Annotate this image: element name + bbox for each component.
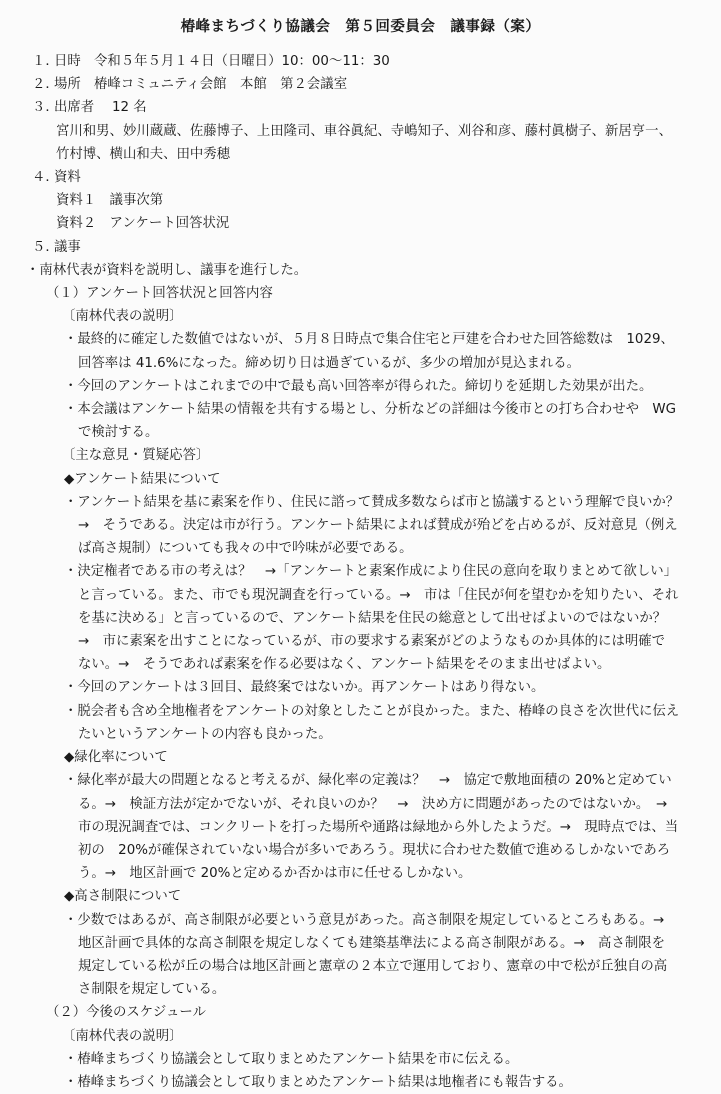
- bullet-line: ・脱会者も含め全地権者をアンケートの対象としたことが良かった。また、椿峰の良さを次世代に伝え: [64, 703, 680, 719]
- attendee-list: 宮川和男、妙川蔵蔵、佐藤博子、上田隆司、車谷眞紀、寺嶋知子、刈谷和彦、藤村眞樹子、新居亨一、: [56, 123, 672, 139]
- proceedings-intro: ・南林代表が資料を説明し、議事を進行した。: [26, 262, 308, 278]
- item-value: 椿峰コミュニティ会館 本館 第２会議室: [94, 77, 348, 93]
- bullet-line: ・決定権者である市の考えは？ →「アンケートと素案作成により住民の意向を取りまとめて欲しい」: [64, 564, 677, 580]
- item-date: [32, 50, 700, 73]
- bullet-continuation: ない。→ そうであれば素案を作る必要はなく、アンケート結果をそのまま出せばよい。: [78, 657, 611, 673]
- bullet-line: ・少数ではあるが、高さ制限が必要という意見があった。高さ制限を規定しているところもある。→: [64, 912, 665, 928]
- bullet-continuation: る。→ 検証方法が定かでないが、それ良いのか？ → 決め方に問題があったのではないか。 →: [78, 796, 668, 812]
- subsection-heading: 〔南林代表の説明〕: [62, 1028, 183, 1044]
- bullet-continuation: を基に決める」と言っているので、アンケート結果を住民の総意として出せばよいのではないか？: [78, 610, 667, 626]
- bullet-line: ・緑化率が最大の問題となると考えるが、緑化率の定義は？ → 協定で敷地面積の 20%と定めてい: [64, 773, 672, 789]
- bullet-continuation: たいというアンケートの内容も良かった。: [78, 726, 332, 742]
- document-body: [26, 50, 700, 1094]
- bullet-continuation: 回答率は 41.6%になった。締め切り日は過ぎているが、多少の増加が見込まれる。: [78, 355, 581, 371]
- document-entry: 資料２ アンケート回答状況: [56, 216, 230, 232]
- bullet-continuation: 初の 20%が確保されていない場合が多いであろう。現状に合わせた数値で進めるしかないであろ: [78, 842, 671, 858]
- item-number: ３．: [32, 100, 59, 116]
- section-heading: （２）今後のスケジュール: [46, 1005, 206, 1021]
- topic-heading: ◆緑化率について: [64, 750, 168, 766]
- bullet-continuation: ば高さ規制）についても我々の中で吟味が必要である。: [78, 541, 413, 557]
- item-label: 資料: [54, 170, 81, 186]
- bullet-line: ・椿峰まちづくり協議会として取りまとめたアンケート結果は地権者にも報告する。: [64, 1074, 572, 1090]
- item-documents: [32, 166, 700, 189]
- bullet-line: ・アンケート結果を基に素案を作り、住民に諮って賛成多数ならば市と協議するという理解で良いか？: [64, 494, 680, 510]
- bullet-line: ・最終的に確定した数値ではないが、５月８日時点で集合住宅と戸建を合わせた回答総数は 1029、: [64, 332, 674, 348]
- item-value: 12 名: [112, 100, 147, 116]
- item-label: 日時: [54, 54, 81, 69]
- bullet-continuation: で検討する。: [78, 425, 159, 441]
- item-place: [32, 73, 700, 96]
- bullet-continuation: 地区計画で具体的な高さ制限を規定しなくても建築基準法による高さ制限がある。→ 高さ制限を: [78, 935, 666, 951]
- subsection-heading: 〔南林代表の説明〕: [62, 309, 183, 325]
- bullet-line: ・今回のアンケートは３回目、最終案ではないか。再アンケートはあり得ない。: [64, 680, 545, 696]
- item-number: １．: [32, 54, 59, 69]
- bullet-line: ・今回のアンケートはこれまでの中で最も高い回答率が得られた。締切りを延期した効果が出た。: [64, 378, 653, 394]
- item-label: 議事: [54, 239, 81, 255]
- bullet-continuation: → そうである。決定は市が行う。アンケート結果によれば賛成が殆どを占めるが、反対意見（例え: [78, 518, 678, 534]
- bullet-continuation: 規定している松が丘の場合は地区計画と憲章の２本立で運用しており、憲章の中で松が丘独自の高: [78, 958, 668, 974]
- item-number: ２．: [32, 77, 59, 93]
- bullet-continuation: さ制限を規定している。: [78, 982, 226, 998]
- attendee-list: 竹村博、横山和夫、田中秀穂: [56, 146, 231, 162]
- item-label: 出席者: [54, 100, 95, 116]
- bullet-continuation: 市の現況調査では、コンクリートを打った場所や通路は緑地から外したようだ。→ 現時点では、当: [78, 819, 679, 835]
- document-title: 椿峰まちづくり協議会 第５回委員会 議事録（案）: [180, 19, 541, 35]
- item-number: ４．: [32, 170, 59, 186]
- bullet-line: ・本会議はアンケート結果の情報を共有する場とし、分析などの詳細は今後市との打ち合わせや WG: [64, 402, 676, 418]
- bullet-continuation: と言っている。また、市でも現況調査を行っている。→ 市は「住民が何を望むかを知りたい、それ: [78, 587, 679, 603]
- topic-heading: ◆高さ制限について: [64, 889, 182, 905]
- bullet-continuation: う。→ 地区計画で 20%と定めるか否かは市に任せるしかない。: [78, 866, 472, 882]
- subsection-heading: 〔主な意見・質疑応答〕: [62, 448, 210, 464]
- section-heading: （１）アンケート回答状況と回答内容: [46, 286, 273, 302]
- bullet-line: ・椿峰まちづくり協議会として取りまとめたアンケート結果を市に伝える。: [64, 1051, 519, 1067]
- topic-heading: ◆アンケート結果について: [64, 471, 221, 487]
- bullet-continuation: → 市に素案を出すことになっているが、市の要求する素案がどのようなものか具体的には明確で: [78, 634, 666, 650]
- item-attendees: [32, 96, 700, 119]
- document-entry: 資料１ 議事次第: [56, 193, 164, 209]
- item-number: ５．: [32, 239, 59, 255]
- item-proceedings: [32, 236, 700, 259]
- item-label: 場所: [54, 77, 81, 93]
- item-value: 令和５年５月１４日（日曜日）10：00〜11：30: [94, 54, 390, 69]
